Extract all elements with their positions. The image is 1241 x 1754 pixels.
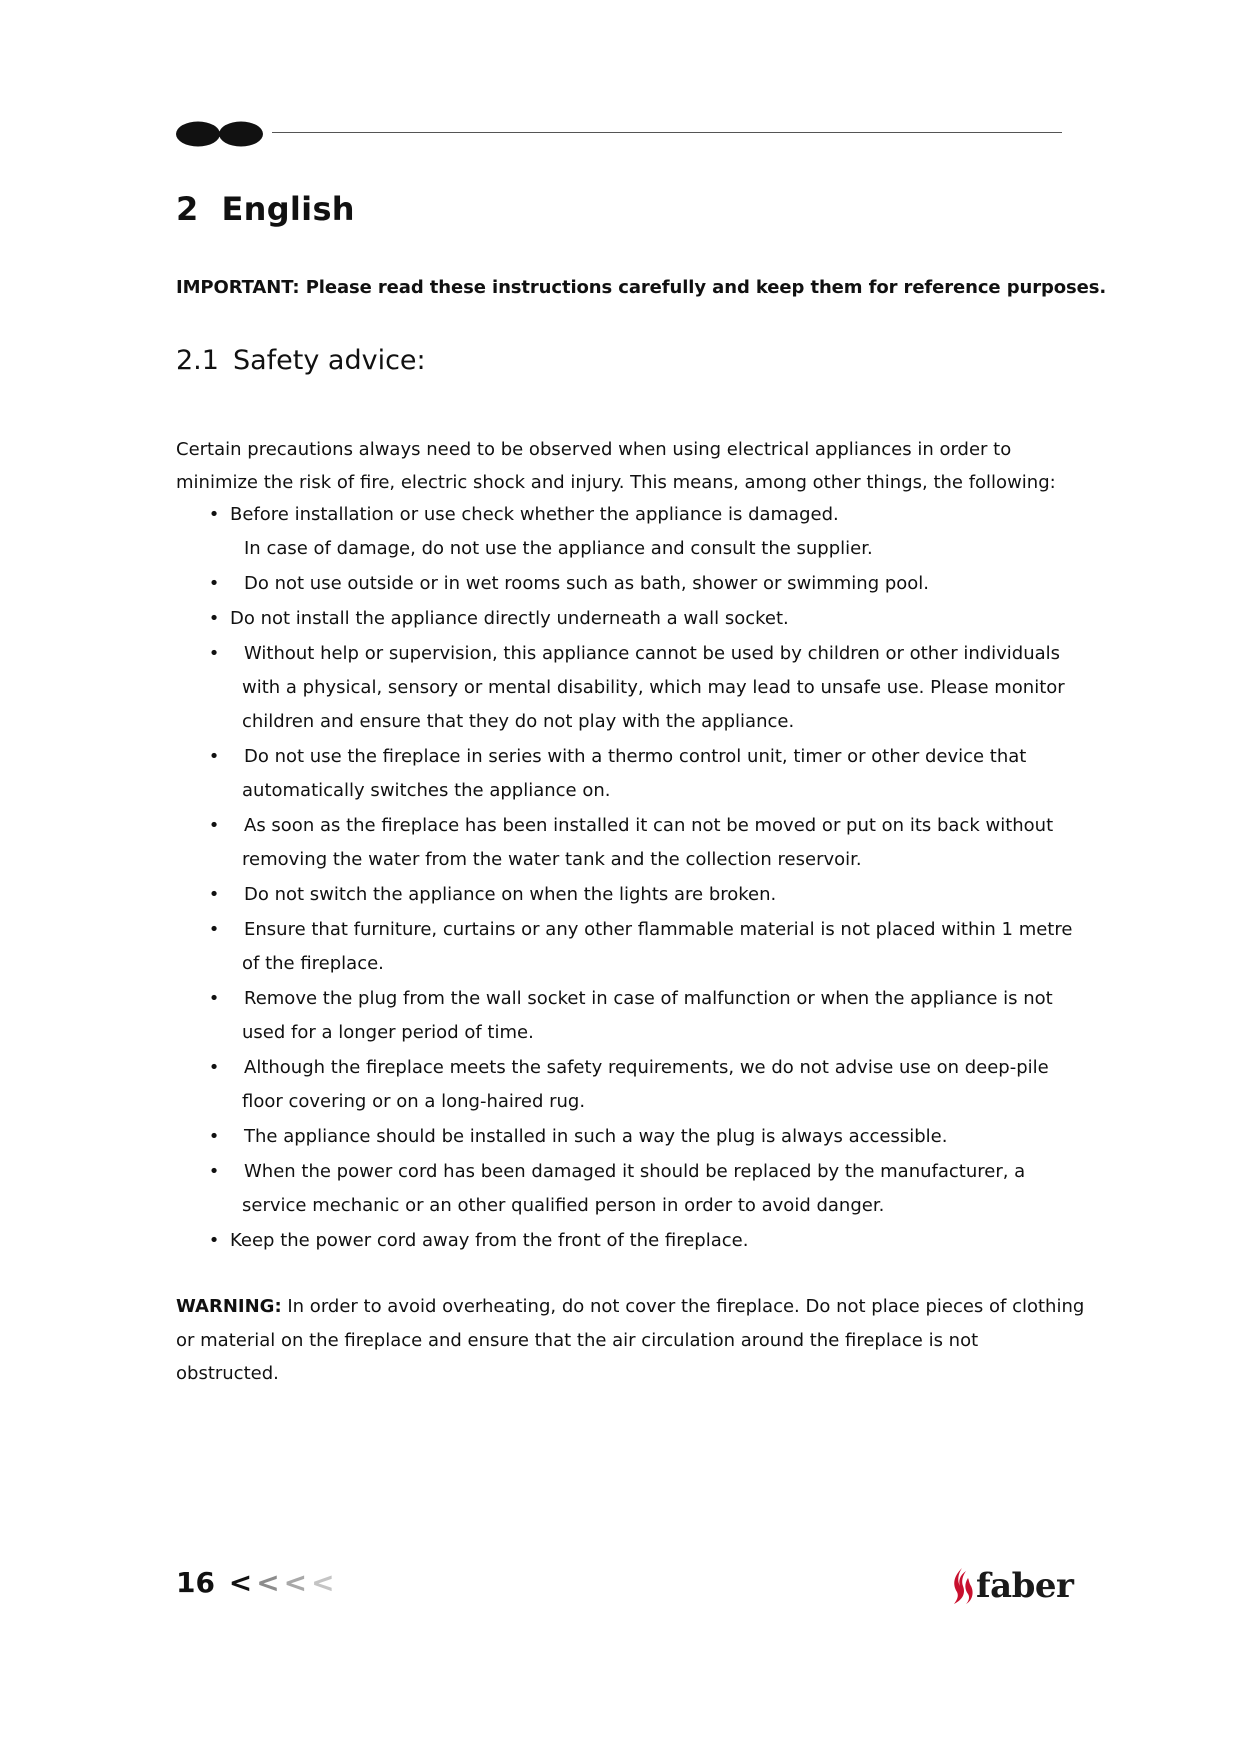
safety-bullet-item xyxy=(176,1224,1076,1258)
bullet-text-line: of the fireplace. xyxy=(242,953,384,974)
warning-text: In order to avoid overheating, do not cover the fireplace. Do not place pieces of clothing xyxy=(281,1296,1085,1317)
bullet-text-line: In case of damage, do not use the appliance and consult the supplier. xyxy=(244,538,873,559)
safety-bullet-item xyxy=(176,878,1076,912)
bullet-text-line: Do not use the fireplace in series with a thermo control unit, timer or other device that xyxy=(244,746,1027,767)
page-number: 16 xyxy=(176,1566,215,1599)
bullet-text-line: children and ensure that they do not play with the appliance. xyxy=(242,711,795,732)
bullet-text-line: service mechanic or an other qualified person in order to avoid danger. xyxy=(242,1195,885,1216)
warning-line xyxy=(176,1290,1085,1324)
section-title xyxy=(176,345,426,376)
bullet-text-line: automatically switches the appliance on. xyxy=(242,780,611,801)
chevron-left-icon: < xyxy=(283,1566,308,1599)
safety-bullet-item xyxy=(176,913,1076,981)
chevron-left-icon: < xyxy=(228,1566,253,1599)
safety-bullet-item xyxy=(176,637,1076,739)
section-number: 2.1 xyxy=(176,345,219,376)
bullet-text-line: with a physical, sensory or mental disability, which may lead to unsafe use. Please monitor xyxy=(242,677,1065,698)
safety-bullet-item xyxy=(176,1120,1076,1154)
safety-bullet-item xyxy=(176,809,1076,877)
bullet-text-line: floor covering or on a long-haired rug. xyxy=(242,1091,586,1112)
bullet-text-line: removing the water from the water tank and the collection reservoir. xyxy=(242,849,862,870)
bullet-text-line: Although the fireplace meets the safety requirements, we do not advise use on deep-pile xyxy=(244,1057,1049,1078)
safety-bullet-item xyxy=(176,1051,1076,1119)
intro-line: minimize the risk of fire, electric shock and injury. This means, among other things, the following: xyxy=(176,472,1056,493)
faber-logo xyxy=(948,1562,1073,1606)
safety-bullet-item xyxy=(176,1155,1076,1223)
bullet-text-line: The appliance should be installed in such a way the plug is always accessible. xyxy=(244,1126,948,1147)
bullet-text-line: Without help or supervision, this appliance cannot be used by children or other individuals xyxy=(244,643,1061,664)
safety-bullet-item xyxy=(176,567,1076,601)
warning-paragraph xyxy=(176,1290,1085,1391)
warning-line: obstructed. xyxy=(176,1363,279,1384)
intro-paragraph xyxy=(176,433,1076,499)
header-rule xyxy=(272,132,1062,133)
safety-bullet-item xyxy=(176,740,1076,808)
bullet-text-line: When the power cord has been damaged it should be replaced by the manufacturer, a xyxy=(244,1161,1026,1182)
bullet-dot-icon: • xyxy=(208,746,220,767)
chapter-title-text: English xyxy=(221,190,355,228)
logo-wordmark: faber xyxy=(976,1566,1074,1606)
bullet-text-line: Remove the plug from the wall socket in case of malfunction or when the appliance is not xyxy=(244,988,1053,1009)
flame-icon xyxy=(948,1566,976,1606)
chapter-title xyxy=(176,190,355,228)
bullet-text-line: Do not install the appliance directly underneath a wall socket. xyxy=(230,608,789,629)
safety-bullet-item xyxy=(176,982,1076,1050)
safety-bullet-list xyxy=(176,498,1076,1259)
header-ovals-icon xyxy=(176,121,264,147)
bullet-text-line: Do not switch the appliance on when the lights are broken. xyxy=(244,884,777,905)
intro-line: Certain precautions always need to be observed when using electrical appliances in order to xyxy=(176,439,1012,460)
bullet-text-line: Ensure that furniture, curtains or any other flammable material is not placed within 1 metre xyxy=(244,919,1073,940)
bullet-text-line: used for a longer period of time. xyxy=(242,1022,534,1043)
bullet-dot-icon: • xyxy=(208,815,220,836)
bullet-dot-icon: • xyxy=(208,504,220,525)
bullet-dot-icon: • xyxy=(208,988,220,1009)
chevron-left-icon: < xyxy=(311,1566,335,1599)
chevron-left-icon: < xyxy=(256,1566,280,1599)
bullet-dot-icon: • xyxy=(208,1161,220,1182)
safety-bullet-item xyxy=(176,602,1076,636)
bullet-text-line: As soon as the fireplace has been installed it can not be moved or put on its back without xyxy=(244,815,1054,836)
bullet-dot-icon: • xyxy=(208,573,220,594)
bullet-dot-icon: • xyxy=(208,1126,220,1147)
warning-label: WARNING: xyxy=(176,1296,282,1317)
bullet-dot-icon: • xyxy=(208,919,220,940)
chapter-number: 2 xyxy=(176,190,199,228)
bullet-text-line: Keep the power cord away from the front of the fireplace. xyxy=(230,1230,749,1251)
bullet-dot-icon: • xyxy=(208,643,220,664)
page-footer-number xyxy=(176,1566,335,1599)
bullet-dot-icon: • xyxy=(208,1230,220,1251)
bullet-dot-icon: • xyxy=(208,1057,220,1078)
section-title-text: Safety advice: xyxy=(232,345,426,376)
bullet-text-line: Do not use outside or in wet rooms such as bath, shower or swimming pool. xyxy=(244,573,930,594)
bullet-dot-icon: • xyxy=(208,884,220,905)
important-notice: IMPORTANT: Please read these instructions carefully and keep them for reference purposes. xyxy=(176,277,1107,298)
warning-line: or material on the fireplace and ensure that the air circulation around the fireplace is not xyxy=(176,1329,979,1351)
bullet-dot-icon: • xyxy=(208,608,220,629)
bullet-text-line: Before installation or use check whether the appliance is damaged. xyxy=(230,504,839,525)
safety-bullet-item xyxy=(176,498,1076,566)
